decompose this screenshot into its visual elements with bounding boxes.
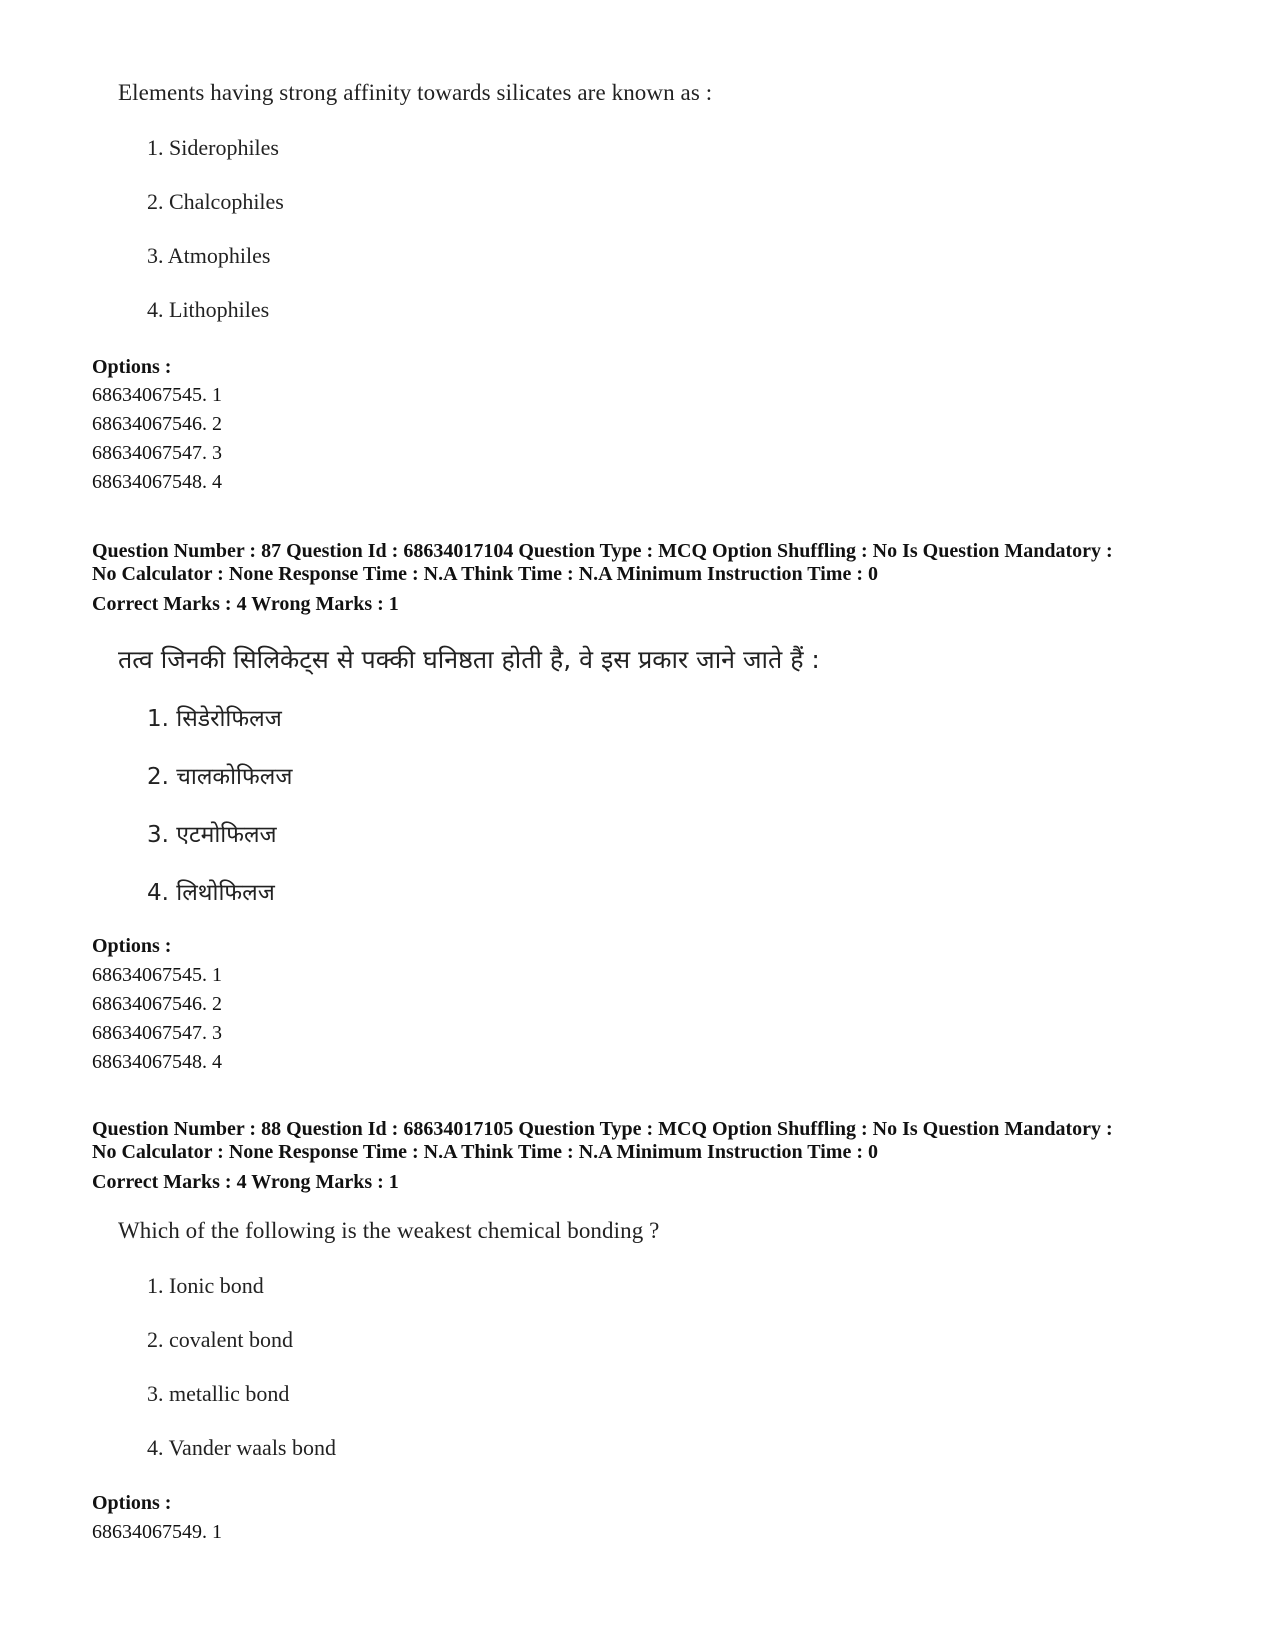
question-text: Elements having strong affinity towards silicates are known as :: [118, 80, 713, 105]
option-id: 68634067547. 3: [92, 1022, 222, 1044]
option-id: 68634067547. 3: [92, 442, 222, 464]
option-id: 68634067546. 2: [92, 413, 222, 435]
choice-item: 2. covalent bond: [147, 1327, 294, 1352]
choice-item: 3. Atmophiles: [147, 243, 271, 268]
question-meta-line: Question Number : 88 Question Id : 68634017105 Question Type : MCQ Option Shuffling : No Is Question Mandatory :: [92, 1118, 1113, 1140]
choice-item: 2. चालकोफिलज: [147, 764, 293, 790]
marks-line: Correct Marks : 4 Wrong Marks : 1: [92, 1171, 399, 1193]
options-label: Options :: [92, 356, 172, 378]
question-text: तत्व जिनकी सिलिकेट्स से पक्की घनिष्ठता होती है, वे इस प्रकार जाने जाते हैं :: [118, 645, 820, 674]
choice-item: 4. लिथोफिलज: [147, 880, 275, 906]
choice-item: 1. Siderophiles: [147, 135, 279, 160]
choice-item: 2. Chalcophiles: [147, 189, 284, 214]
question-meta-line: No Calculator : None Response Time : N.A Think Time : N.A Minimum Instruction Time : 0: [92, 1141, 878, 1163]
choice-item: 3. एटमोफिलज: [147, 822, 277, 848]
question-text: Which of the following is the weakest chemical bonding ?: [118, 1218, 660, 1243]
option-id: 68634067548. 4: [92, 471, 222, 493]
option-id: 68634067546. 2: [92, 993, 222, 1015]
options-label: Options :: [92, 1492, 172, 1514]
choice-item: 3. metallic bond: [147, 1381, 290, 1406]
option-id: 68634067548. 4: [92, 1051, 222, 1073]
choice-item: 1. सिडेरोफिलज: [147, 706, 282, 732]
question-meta-line: No Calculator : None Response Time : N.A Think Time : N.A Minimum Instruction Time : 0: [92, 563, 878, 585]
choice-item: 1. Ionic bond: [147, 1273, 264, 1298]
option-id: 68634067549. 1: [92, 1521, 222, 1543]
option-id: 68634067545. 1: [92, 384, 222, 406]
choice-item: 4. Lithophiles: [147, 297, 270, 322]
question-meta-line: Question Number : 87 Question Id : 68634017104 Question Type : MCQ Option Shuffling : No Is Question Mandatory :: [92, 540, 1113, 562]
options-label: Options :: [92, 935, 172, 957]
marks-line: Correct Marks : 4 Wrong Marks : 1: [92, 593, 399, 615]
choice-item: 4. Vander waals bond: [147, 1435, 336, 1460]
option-id: 68634067545. 1: [92, 964, 222, 986]
